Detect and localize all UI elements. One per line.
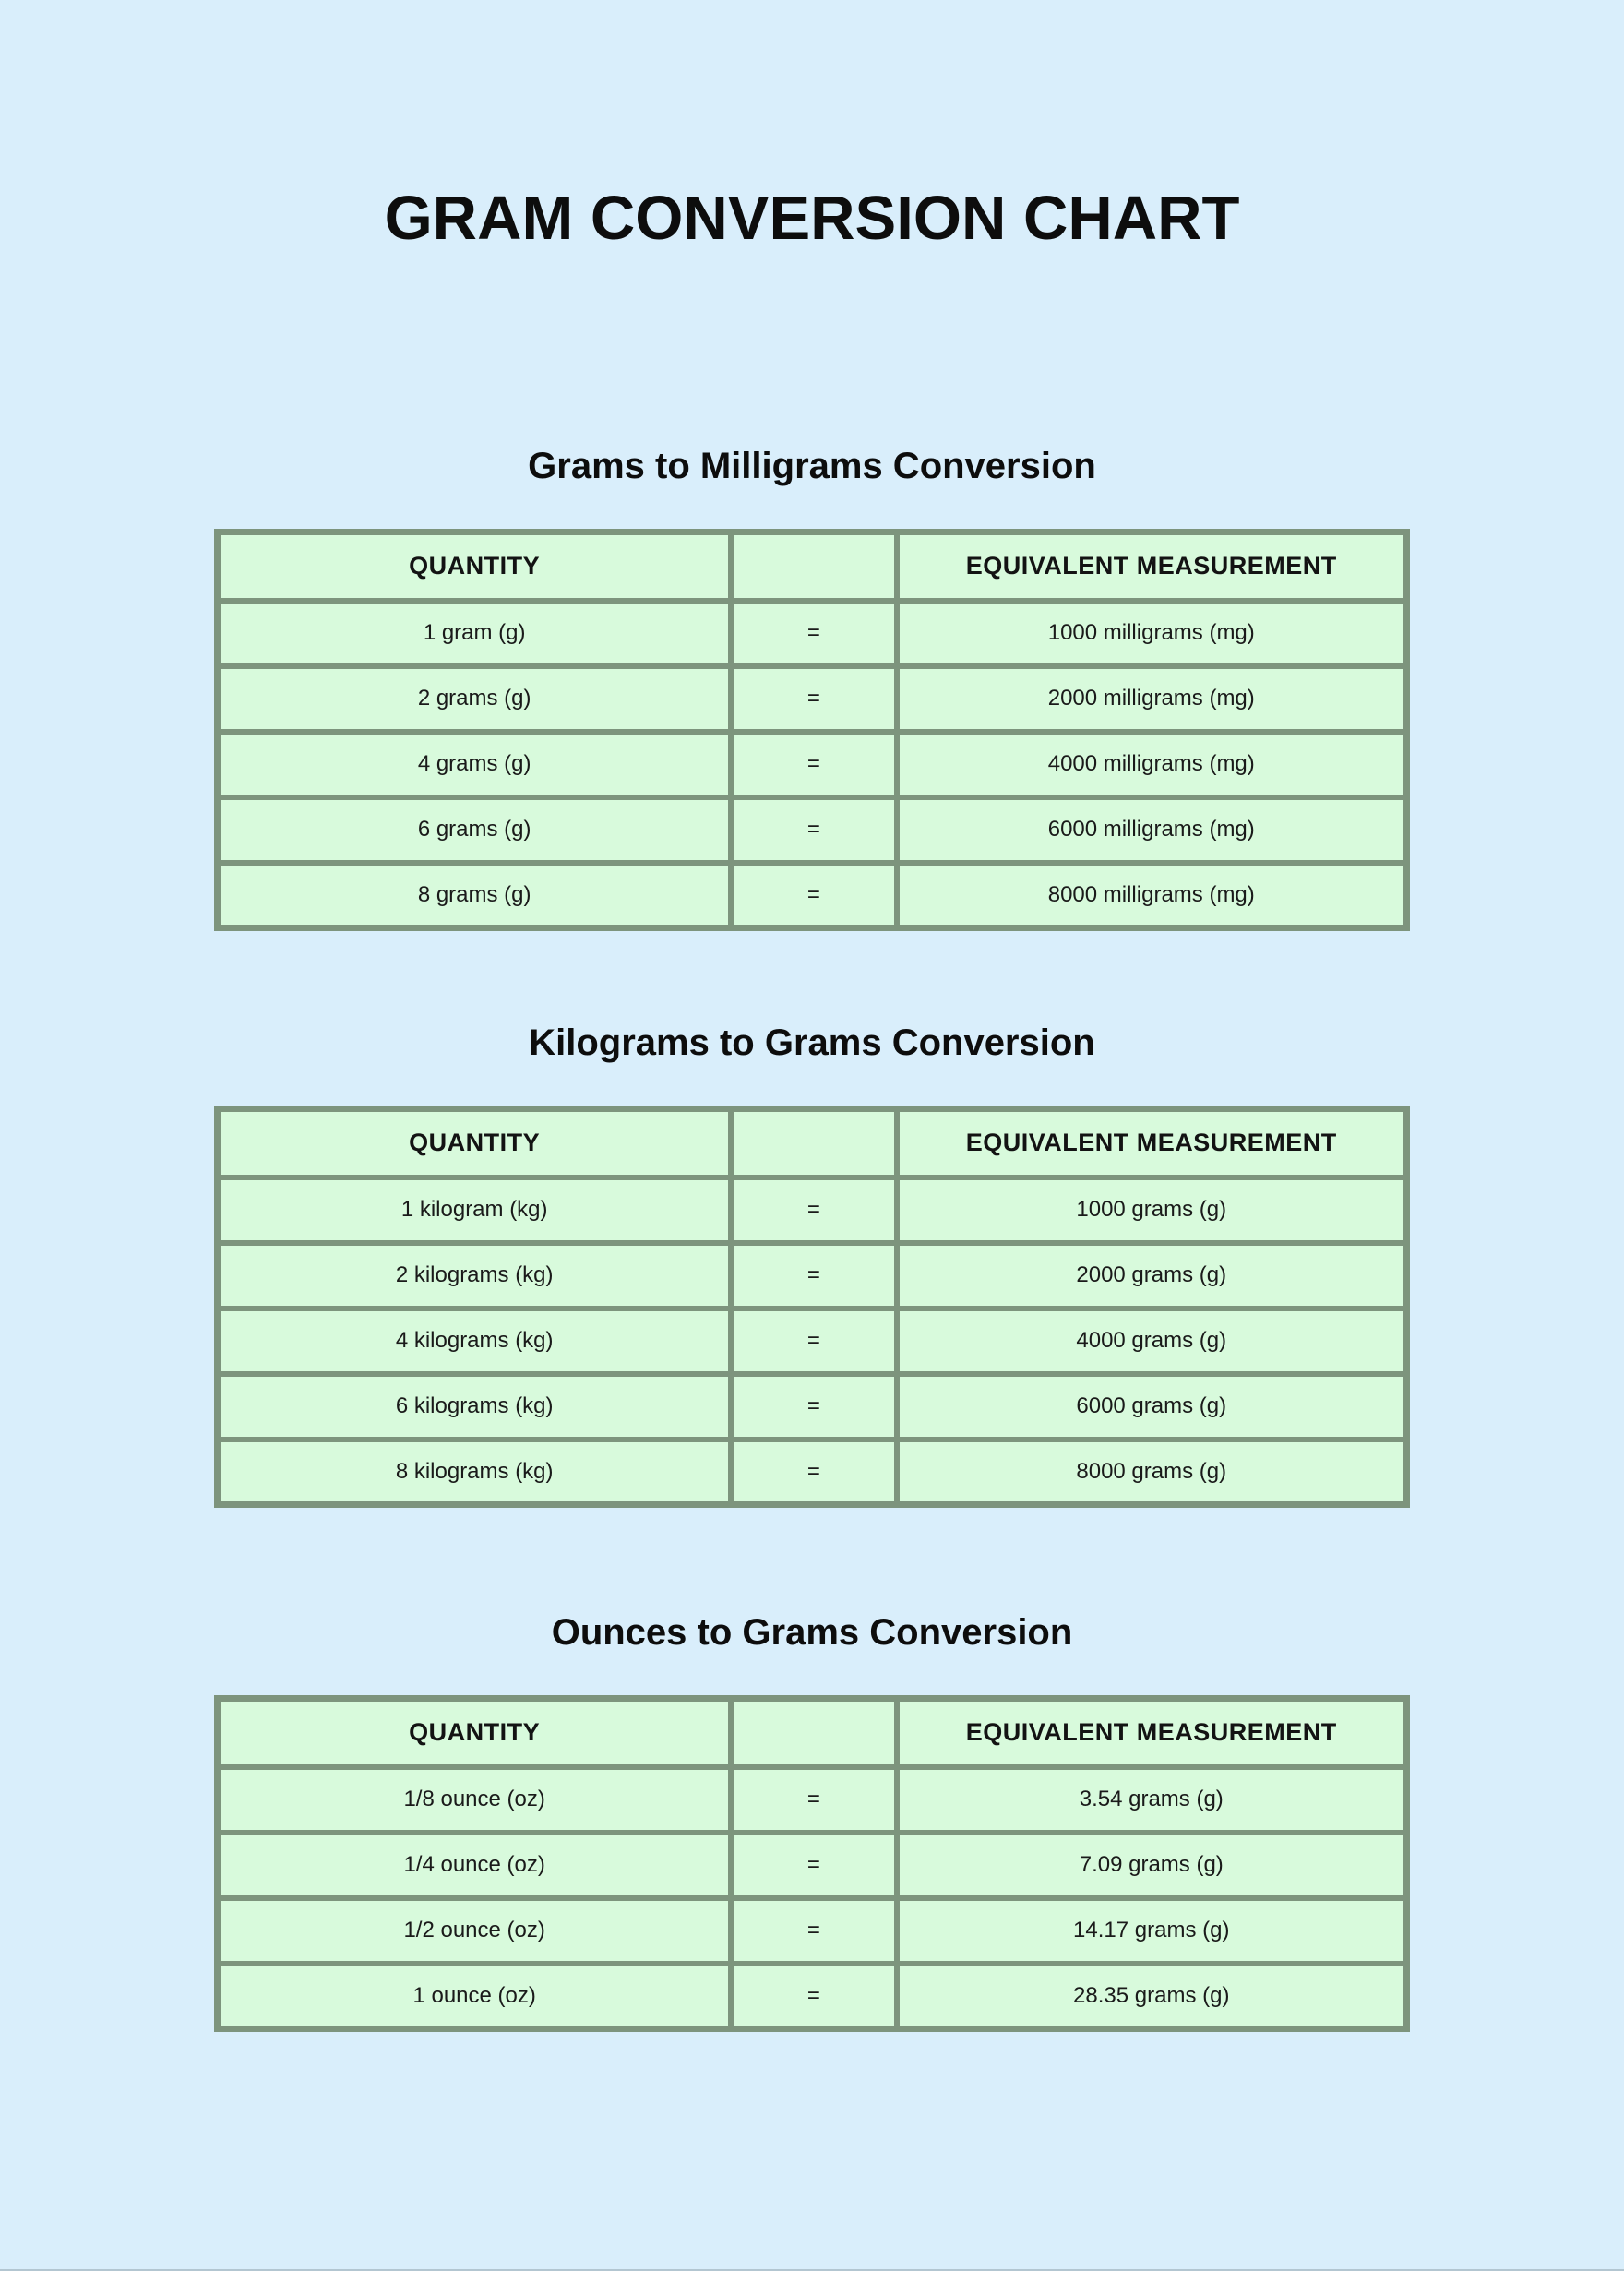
section-grams-to-milligrams — [214, 444, 1410, 931]
column-header-quantity: QUANTITY — [218, 532, 732, 601]
equals-cell: = — [731, 1964, 896, 2029]
section-ounces-to-grams — [214, 1610, 1410, 2032]
equals-cell: = — [731, 1374, 896, 1440]
equals-cell: = — [731, 601, 896, 666]
table-row — [218, 797, 1407, 863]
quantity-cell: 1 gram (g) — [218, 601, 732, 666]
quantity-cell: 1 ounce (oz) — [218, 1964, 732, 2029]
table-header-row — [218, 532, 1407, 601]
equals-cell: = — [731, 1177, 896, 1243]
equivalent-cell: 6000 milligrams (mg) — [897, 797, 1407, 863]
equivalent-cell: 2000 milligrams (mg) — [897, 666, 1407, 732]
ounces-to-grams-table — [214, 1695, 1410, 2032]
equals-cell: = — [731, 1309, 896, 1374]
kilograms-to-grams-table — [214, 1106, 1410, 1508]
quantity-cell: 8 kilograms (kg) — [218, 1440, 732, 1505]
table-row — [218, 863, 1407, 928]
equivalent-cell: 1000 milligrams (mg) — [897, 601, 1407, 666]
quantity-cell: 8 grams (g) — [218, 863, 732, 928]
column-header-equivalent: EQUIVALENT MEASUREMENT — [897, 1699, 1407, 1767]
quantity-cell: 1/4 ounce (oz) — [218, 1833, 732, 1898]
page-title: GRAM CONVERSION CHART — [384, 184, 1240, 253]
equals-cell: = — [731, 1833, 896, 1898]
quantity-cell: 6 kilograms (kg) — [218, 1374, 732, 1440]
equivalent-cell: 6000 grams (g) — [897, 1374, 1407, 1440]
column-header-equals — [731, 1109, 896, 1177]
quantity-cell: 1 kilogram (kg) — [218, 1177, 732, 1243]
equivalent-cell: 7.09 grams (g) — [897, 1833, 1407, 1898]
section-heading-grams-to-milligrams: Grams to Milligrams Conversion — [528, 446, 1096, 487]
table-row — [218, 1964, 1407, 2029]
equivalent-cell: 28.35 grams (g) — [897, 1964, 1407, 2029]
table-row — [218, 1309, 1407, 1374]
column-header-quantity: QUANTITY — [218, 1699, 732, 1767]
equivalent-cell: 4000 milligrams (mg) — [897, 732, 1407, 797]
quantity-cell: 4 grams (g) — [218, 732, 732, 797]
quantity-cell: 2 kilograms (kg) — [218, 1243, 732, 1309]
table-row — [218, 666, 1407, 732]
quantity-cell: 1/2 ounce (oz) — [218, 1898, 732, 1964]
equivalent-cell: 4000 grams (g) — [897, 1309, 1407, 1374]
quantity-cell: 4 kilograms (kg) — [218, 1309, 732, 1374]
table-row — [218, 601, 1407, 666]
column-header-equals — [731, 1699, 896, 1767]
equals-cell: = — [731, 1440, 896, 1505]
quantity-cell: 6 grams (g) — [218, 797, 732, 863]
column-header-quantity: QUANTITY — [218, 1109, 732, 1177]
table-row — [218, 1833, 1407, 1898]
equals-cell: = — [731, 732, 896, 797]
column-header-equivalent: EQUIVALENT MEASUREMENT — [897, 1109, 1407, 1177]
column-header-equals — [731, 532, 896, 601]
table-row — [218, 732, 1407, 797]
equivalent-cell: 14.17 grams (g) — [897, 1898, 1407, 1964]
table-row — [218, 1898, 1407, 1964]
table-row — [218, 1440, 1407, 1505]
equals-cell: = — [731, 863, 896, 928]
equivalent-cell: 3.54 grams (g) — [897, 1767, 1407, 1833]
quantity-cell: 2 grams (g) — [218, 666, 732, 732]
equals-cell: = — [731, 666, 896, 732]
equivalent-cell: 8000 milligrams (mg) — [897, 863, 1407, 928]
equals-cell: = — [731, 1767, 896, 1833]
equivalent-cell: 1000 grams (g) — [897, 1177, 1407, 1243]
equals-cell: = — [731, 797, 896, 863]
grams-to-milligrams-table — [214, 529, 1410, 931]
table-row — [218, 1243, 1407, 1309]
equals-cell: = — [731, 1898, 896, 1964]
equivalent-cell: 2000 grams (g) — [897, 1243, 1407, 1309]
table-header-row — [218, 1109, 1407, 1177]
section-kilograms-to-grams — [214, 1021, 1410, 1508]
table-header-row — [218, 1699, 1407, 1767]
equals-cell: = — [731, 1243, 896, 1309]
equivalent-cell: 8000 grams (g) — [897, 1440, 1407, 1505]
table-row — [218, 1177, 1407, 1243]
table-row — [218, 1374, 1407, 1440]
section-heading-ounces-to-grams: Ounces to Grams Conversion — [551, 1612, 1073, 1654]
table-row — [218, 1767, 1407, 1833]
column-header-equivalent: EQUIVALENT MEASUREMENT — [897, 532, 1407, 601]
quantity-cell: 1/8 ounce (oz) — [218, 1767, 732, 1833]
section-heading-kilograms-to-grams: Kilograms to Grams Conversion — [529, 1022, 1095, 1064]
